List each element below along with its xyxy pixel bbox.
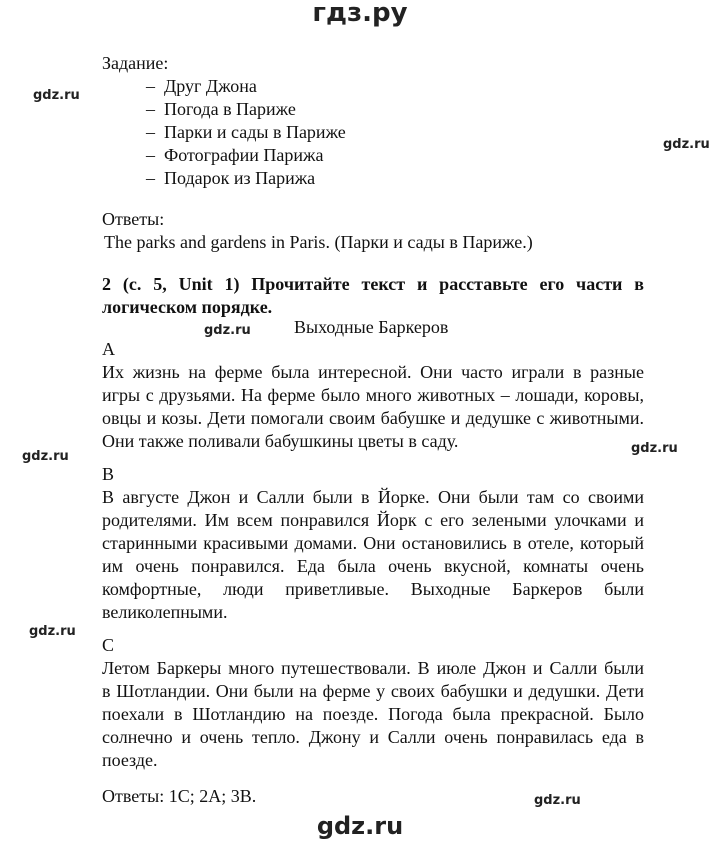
paragraph-line: солнечно и очень тепло. Джону и Салли очень понравилась еда в (102, 727, 644, 747)
part-paragraph (102, 361, 644, 453)
part-paragraph (102, 657, 644, 772)
paragraph-line: им очень понравился. Еда была очень вкусной, комнаты очень (102, 556, 644, 576)
watermark: gdz.ru (663, 137, 710, 152)
task-item: – Погода в Париже (146, 98, 346, 121)
paragraph-line: овцы и козы. Дети помогали своим бабушке и дедушке с животными. (102, 408, 644, 428)
paragraph-line: в Шотландии. Они были на ферме у своих бабушки и дедушки. Дети (102, 681, 644, 701)
task-list (146, 75, 346, 190)
paragraph-line: В августе Джон и Салли были в Йорке. Они были там со своими (102, 487, 644, 507)
paragraph-line: комфортные, люди приветливые. Выходные Баркеров были (102, 579, 644, 599)
watermark: gdz.ru (29, 624, 76, 639)
part-paragraph (102, 486, 644, 624)
watermark: gdz.ru (534, 793, 581, 808)
watermark: gdz.ru (22, 449, 69, 464)
paragraph-line: поехали в Шотландию на поезде. Погода была прекрасной. Было (102, 704, 644, 724)
part-letter: C (102, 635, 115, 655)
site-footer: gdz.ru (316, 812, 404, 840)
answers-label: Ответы: (102, 209, 165, 229)
task-item: – Парки и сады в Париже (146, 121, 346, 144)
exercise-heading-line2: логическом порядке. (102, 297, 273, 317)
task-item: – Фотографии Парижа (146, 144, 346, 167)
task-label: Задание: (102, 53, 169, 73)
exercise-heading-line1: 2 (c. 5, Unit 1) Прочитайте текст и расставьте его части в (102, 274, 644, 294)
paragraph-line: родителями. Им всем понравился Йорк с его зелеными улочками и (102, 510, 644, 530)
paragraph-line: великолепными. (102, 602, 228, 622)
part-letter: B (102, 464, 115, 484)
text-title: Выходные Баркеров (294, 317, 449, 337)
answers-text: The parks and gardens in Paris. (Парки и сады в Париже.) (104, 232, 533, 252)
paragraph-line: игры с друзьями. На ферме было много животных – лошади, коровы, (102, 385, 644, 405)
watermark: gdz.ru (204, 323, 251, 338)
paragraph-line: Они также поливали бабушкины цветы в саду. (102, 431, 459, 451)
exercise-answer: Ответы: 1С; 2А; 3В. (102, 786, 257, 806)
paragraph-line: Летом Баркеры много путешествовали. В июле Джон и Салли были (102, 658, 644, 678)
paragraph-line: поезде. (102, 750, 158, 770)
part-letter: A (102, 339, 115, 359)
task-item: – Подарок из Парижа (146, 167, 346, 190)
task-item: – Друг Джона (146, 75, 346, 98)
watermark: gdz.ru (631, 441, 678, 456)
paragraph-line: Их жизнь на ферме была интересной. Они часто играли в разные (102, 362, 644, 382)
paragraph-line: старинными красивыми домами. Они остановились в отеле, который (102, 533, 644, 553)
watermark: gdz.ru (33, 88, 80, 103)
site-header: гдз.ру (312, 0, 408, 28)
